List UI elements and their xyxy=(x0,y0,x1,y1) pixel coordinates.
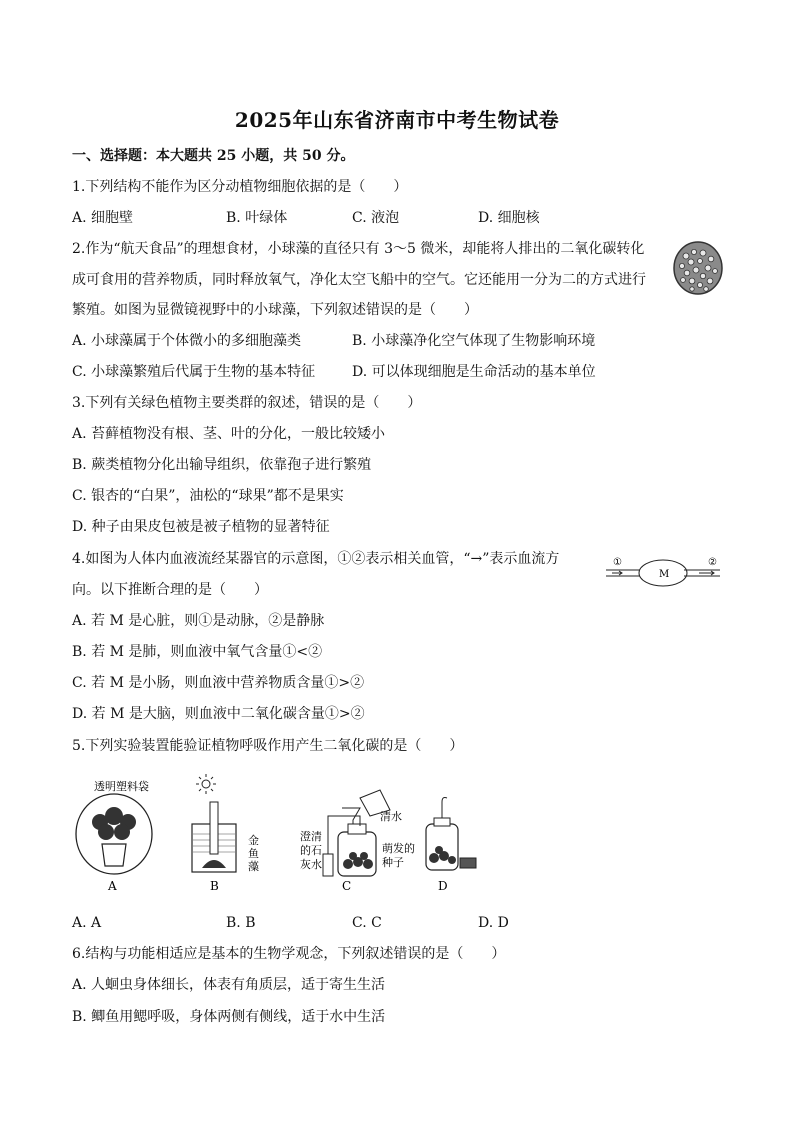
q1-option-c: C. 液泡 xyxy=(352,210,400,226)
vessel-2-label: ② xyxy=(708,557,717,568)
label-b: B xyxy=(210,879,219,893)
q4-option-b: B. 若 M 是肺，则血液中氧气含量①<② xyxy=(72,644,323,660)
label-algae-3: 藻 xyxy=(248,860,259,873)
vessel-1-label: ① xyxy=(613,557,622,568)
q2-option-c: C. 小球藻繁殖后代属于生物的基本特征 xyxy=(72,364,316,380)
question-2-line-1: 2.作为“航天食品”的理想食材，小球藻的直径只有 3～5 微米，却能将人排出的二氧化碳转化 xyxy=(72,241,645,257)
q2-option-a: A. 小球藻属于个体微小的多细胞藻类 xyxy=(72,333,302,349)
q5-option-b: B. B xyxy=(226,915,256,931)
label-limewater-3: 灰水 xyxy=(300,858,322,871)
question-4-line-2: 向。以下推断合理的是（ ） xyxy=(72,582,268,598)
setup-b-algae-beaker xyxy=(192,774,259,893)
q3-option-b: B. 蕨类植物分化出输导组织，依靠孢子进行繁殖 xyxy=(72,457,372,473)
label-seeds-2: 种子 xyxy=(382,856,404,869)
q2-option-d: D. 可以体现细胞是生命活动的基本单位 xyxy=(352,364,596,380)
question-2-line-2: 成可食用的营养物质，同时释放氧气，净化太空飞船中的空气。它还能用一分为二的方式进行 xyxy=(72,272,646,288)
q3-option-a: A. 苔藓植物没有根、茎、叶的分化，一般比较矮小 xyxy=(72,426,386,442)
label-clear-water: 清水 xyxy=(380,810,402,823)
q1-option-a: A. 细胞壁 xyxy=(72,210,134,226)
setup-c-seeds-limewater xyxy=(300,790,415,893)
question-6-stem: 6.结构与功能相适应是基本的生物学观念，下列叙述错误的是（ ） xyxy=(72,946,506,962)
organ-m-label: M xyxy=(659,569,670,580)
label-seeds-1: 萌发的 xyxy=(382,842,415,855)
q6-option-a: A. 人蛔虫身体细长，体表有角质层，适于寄生生活 xyxy=(72,977,386,993)
question-3-stem: 3.下列有关绿色植物主要类群的叙述，错误的是（ ） xyxy=(72,395,422,411)
experiment-setups-figure xyxy=(70,772,480,900)
label-c: C xyxy=(342,879,352,893)
label-transparent-bag: 透明塑料袋 xyxy=(94,780,149,793)
question-4-line-1: 4.如图为人体内血液流经某器官的示意图，①②表示相关血管，“→”表示血流方 xyxy=(72,551,560,567)
label-algae-1: 金 xyxy=(248,834,259,847)
q1-option-b: B. 叶绿体 xyxy=(226,210,288,226)
question-2-line-3: 繁殖。如图为显微镜视野中的小球藻，下列叙述错误的是（ ） xyxy=(72,302,478,318)
page-title: 2025年山东省济南市中考生物试卷 xyxy=(234,108,560,132)
q5-option-d: D. D xyxy=(478,915,509,931)
section-heading: 一、选择题：本大题共 25 小题，共 50 分。 xyxy=(72,148,355,164)
q6-option-b: B. 鲫鱼用鳃呼吸，身体两侧有侧线，适于水中生活 xyxy=(72,1009,386,1025)
q3-option-c: C. 银杏的“白果”，油松的“球果”都不是果实 xyxy=(72,488,344,504)
chlorella-micrograph-image xyxy=(672,240,724,296)
label-algae-2: 鱼 xyxy=(248,847,259,860)
label-limewater-1: 澄清 xyxy=(300,830,322,843)
q3-option-d: D. 种子由果皮包被是被子植物的显著特征 xyxy=(72,519,330,535)
question-5-stem: 5.下列实验装置能验证植物呼吸作用产生二氧化碳的是（ ） xyxy=(72,738,464,754)
setup-d-sealed-jar xyxy=(426,798,476,894)
q1-option-d: D. 细胞核 xyxy=(478,210,540,226)
q5-option-c: C. C xyxy=(352,915,382,931)
question-1-stem: 1.下列结构不能作为区分动植物细胞依据的是（ ） xyxy=(72,179,408,195)
q5-option-a: A. A xyxy=(72,915,102,931)
label-limewater-2: 的石 xyxy=(300,844,322,857)
blood-flow-diagram xyxy=(604,552,722,594)
label-a: A xyxy=(108,879,117,893)
q4-option-d: D. 若 M 是大脑，则血液中二氧化碳含量①>② xyxy=(72,706,365,722)
q4-option-a: A. 若 M 是心脏，则①是动脉，②是静脉 xyxy=(72,613,325,629)
q2-option-b: B. 小球藻净化空气体现了生物影响环境 xyxy=(352,333,596,349)
setup-a-plant-bag xyxy=(76,779,152,893)
label-d: D xyxy=(438,879,448,893)
q4-option-c: C. 若 M 是小肠，则血液中营养物质含量①>② xyxy=(72,675,365,691)
